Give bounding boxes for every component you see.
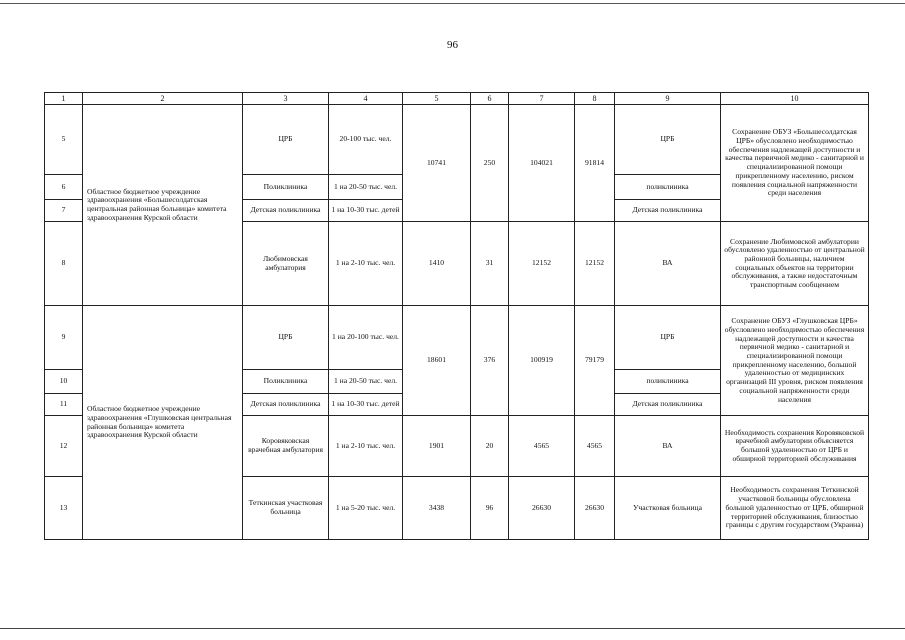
header-cell: 1 <box>45 93 83 105</box>
value-col7: 4565 <box>509 416 575 477</box>
header-cell: 9 <box>615 93 721 105</box>
justification-note: Необходимость сохранения Теткинской участковой больницы обусловлена большой удаленностью от ЦРБ, обширной территорией обслуживания, близостью границы с другим государством (Украина) <box>721 477 869 540</box>
facility-type: Поликлиника <box>243 370 329 394</box>
population-norm: 20-100 тыс. чел. <box>329 105 403 175</box>
facility-type: ЦРБ <box>243 306 329 370</box>
population-norm: 1 на 20-50 тыс. чел. <box>329 370 403 394</box>
row-number: 5 <box>45 105 83 175</box>
row-number: 8 <box>45 222 83 306</box>
facility-type: Детская поликлиника <box>243 200 329 222</box>
value-col7: 100919 <box>509 306 575 416</box>
facilities-table <box>44 92 869 540</box>
row-number: 10 <box>45 370 83 394</box>
page-number: 96 <box>447 39 458 51</box>
header-cell: 5 <box>403 93 471 105</box>
value-col6: 250 <box>471 105 509 222</box>
facility-type: Детская поликлиника <box>243 394 329 416</box>
value-col6: 31 <box>471 222 509 306</box>
value-col7: 26630 <box>509 477 575 540</box>
justification-note: Необходимость сохранения Коровяковской врачебной амбулатории объясняется большой удаленностью от ЦРБ и обширной территорией обслуживания <box>721 416 869 477</box>
table-row <box>45 105 869 175</box>
facility-type: ЦРБ <box>243 105 329 175</box>
value-col7: 104021 <box>509 105 575 222</box>
organization-name: Областное бюджетное учреждение здравоохранения «Глушковская центральная районная больница» комитета здравоохранения Курской области <box>83 306 243 540</box>
organization-name: Областное бюджетное учреждение здравоохранения «Большесолдатская центральная районная больница» комитета здравоохранения Курской области <box>83 105 243 306</box>
facility-category: Участковая больница <box>615 477 721 540</box>
value-col8: 4565 <box>575 416 615 477</box>
population-norm: 1 на 10-30 тыс. детей <box>329 394 403 416</box>
value-col5: 10741 <box>403 105 471 222</box>
justification-note: Сохранение ОБУЗ «Большесолдатская ЦРБ» обусловлено необходимостью обеспечения надлежащей доступности и качества первичной медико - санитарной и специализированной помощи прикрепленному населению, риском появления социальной напряженности среди населения <box>721 105 869 222</box>
value-col5: 1901 <box>403 416 471 477</box>
population-norm: 1 на 2-10 тыс. чел. <box>329 222 403 306</box>
population-norm: 1 на 2-10 тыс. чел. <box>329 416 403 477</box>
row-number: 11 <box>45 394 83 416</box>
header-cell: 4 <box>329 93 403 105</box>
facility-type: Коровяковская врачебная амбулатория <box>243 416 329 477</box>
header-cell: 8 <box>575 93 615 105</box>
top-border-line <box>0 3 905 4</box>
justification-note: Сохранение Любимовской амбулатории обусловлено удаленностью от центральной районной больницы, наличием социальных объектов на территории обслуживания, а также недостаточным транспортным сообщением <box>721 222 869 306</box>
value-col8: 79179 <box>575 306 615 416</box>
value-col6: 20 <box>471 416 509 477</box>
header-cell: 10 <box>721 93 869 105</box>
row-number: 9 <box>45 306 83 370</box>
header-cell: 7 <box>509 93 575 105</box>
value-col7: 12152 <box>509 222 575 306</box>
facility-category: поликлиника <box>615 370 721 394</box>
header-row <box>45 93 869 105</box>
population-norm: 1 на 5-20 тыс. чел. <box>329 477 403 540</box>
facility-type: Поликлиника <box>243 175 329 200</box>
facility-category: Детская поликлиника <box>615 394 721 416</box>
table-row <box>45 306 869 370</box>
header-cell: 2 <box>83 93 243 105</box>
value-col5: 18601 <box>403 306 471 416</box>
population-norm: 1 на 20-100 тыс. чел. <box>329 306 403 370</box>
justification-note: Сохранение ОБУЗ «Глушковская ЦРБ» обусловлено необходимостью обеспечения надлежащей доступности и качества первичной медико - санитарной и специализированной помощи прикрепленному населению, большой удаленностью от медицинских организаций III уровня, риском появления социальной напряженности среди населения <box>721 306 869 416</box>
value-col5: 3438 <box>403 477 471 540</box>
row-number: 12 <box>45 416 83 477</box>
facility-category: ЦРБ <box>615 105 721 175</box>
facility-category: поликлиника <box>615 175 721 200</box>
facility-type: Любимовская амбулатория <box>243 222 329 306</box>
facility-category: ЦРБ <box>615 306 721 370</box>
value-col5: 1410 <box>403 222 471 306</box>
population-norm: 1 на 10-30 тыс. детей <box>329 200 403 222</box>
facility-category: ВА <box>615 416 721 477</box>
facility-category: Детская поликлиника <box>615 200 721 222</box>
value-col8: 12152 <box>575 222 615 306</box>
header-cell: 3 <box>243 93 329 105</box>
value-col6: 376 <box>471 306 509 416</box>
value-col6: 96 <box>471 477 509 540</box>
value-col8: 26630 <box>575 477 615 540</box>
value-col8: 91814 <box>575 105 615 222</box>
header-cell: 6 <box>471 93 509 105</box>
population-norm: 1 на 20-50 тыс. чел. <box>329 175 403 200</box>
facility-category: ВА <box>615 222 721 306</box>
row-number: 7 <box>45 200 83 222</box>
row-number: 13 <box>45 477 83 540</box>
row-number: 6 <box>45 175 83 200</box>
facility-type: Теткинская участковая больница <box>243 477 329 540</box>
bottom-border-line <box>0 628 905 629</box>
